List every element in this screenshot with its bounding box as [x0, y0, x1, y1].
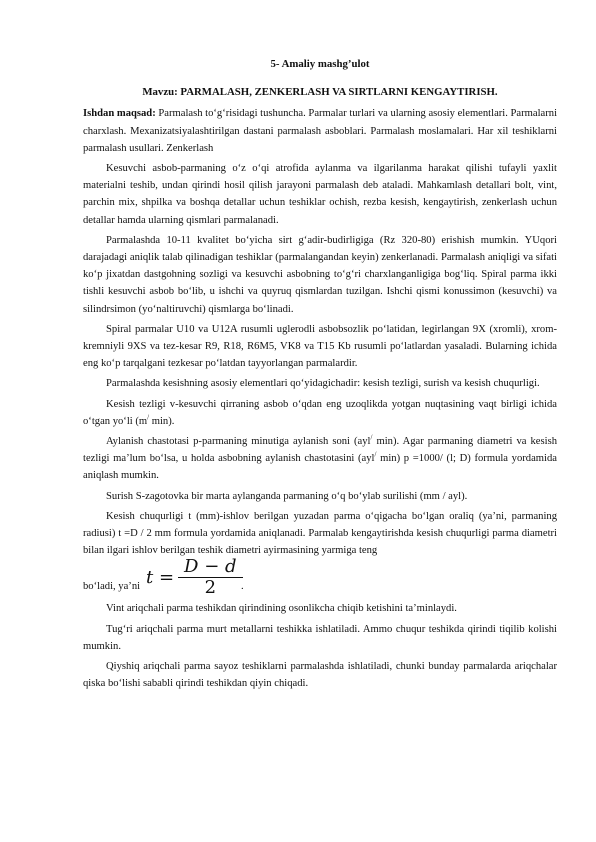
rotation-text-a: Aylanish chastotasi p-parmaning minutiga aylanish soni (ayl — [106, 436, 371, 448]
paragraph-straight-flute: Tug‘ri ariqchali parma murt metallarni teshikka ishlatiladi. Ammo chuqur teshikda qirindi tiqilib kolishi mumkin. — [83, 623, 557, 652]
paragraph-cutting-depth: Kesish chuqurligi t (mm)-ishlov berilgan yuzadan parma o‘qigacha bo‘lgan oraliq (ya’ni, parmaning radiusi) t =D / 2 mm formula yordamida aniqlanadi. Parmalab kengaytirishda kesish chuqurligi parma diametri bilan ilgari ishlov berilgan teshik diametri ayirmasining yarmiga teng — [83, 510, 557, 557]
cutting-speed-text: Kesish tezligi v-kesuvchi qirraning asbob o‘qdan eng uzoqlikda yotgan nuqtasining vaqt birligi ichida o‘tgan yo‘li (m — [83, 398, 557, 427]
formula-lead-text: bo‘ladi, ya’ni — [83, 581, 141, 593]
paragraph-screw-flute: Vint ariqchali parma teshikdan qirindining osonlikcha chiqib ketishini ta’minlaydi. — [106, 603, 457, 615]
unit-slash: / — [147, 413, 150, 422]
goal-paragraph — [83, 105, 557, 157]
cutting-depth-formula — [146, 557, 243, 598]
paragraph-cutting-elements: Parmalashda kesishning asosiy elementlari qo‘yidagichadir: kesish tezligi, surish va kesish chuqurligi. — [106, 378, 540, 390]
formula-trail: . — [241, 581, 244, 593]
unit-slash: / — [374, 450, 377, 459]
formula-lhs: t = — [146, 567, 175, 589]
rotation-text-c: min) p =1000/ (l; D) formula yordamida aniqlash mumkin. — [83, 453, 557, 482]
document-title: 5- Amaliy mashg’ulot — [270, 58, 370, 70]
paragraph-materials: Spiral parmalar U10 va U12A rusumli uglerodli asbobsozlik po‘latidan, legirlangan 9X (xromli), xrom-kremniyli 9XS va tez-kesar R9, R18, R6M5, VK8 va T15 Kb rusumli po‘latlardan yasaladi. Bularning ichida eng ko‘p tarqalgani tezkesar po‘latdan tayyorlangan parmalardir. — [83, 323, 557, 370]
formula-line — [83, 556, 557, 599]
document-page — [83, 0, 557, 693]
paragraph-oblique-flute: Qiyshiq ariqchali parma sayoz teshiklarni parmalashda ishlatiladi, chunki bunday parmalarda ariqchalar qiska bo‘lishi sababli qirindi teshikdan qiyin chiqadi. — [83, 661, 557, 690]
topic-heading: Mavzu: PARMALASH, ZENKERLASH VA SIRTLARNI KENGAYTIRISH. — [142, 86, 498, 99]
goal-text: Parmalash to‘g‘risidagi tushuncha. Parmalar turlari va ularning asosiy elementlari. Parmalarni charxlash. Mexanizatsiyalashtirilgan dastani parmalash asboblari. Parmalash moslamalari. Har xil teshiklarni parmalash usullari. Zenkerlash — [83, 108, 558, 154]
goal-label: Ishdan maqsad: — [83, 108, 156, 120]
rotation-text-b: min). Agar parmaning diametri va kesish tezligi ma’lum bo‘lsa, u holda asbobning aylanish chastotasini (ayl — [83, 436, 557, 465]
paragraph-definition: Kesuvchi asbob-parmaning o‘z o‘qi atrofida aylanma va ilgarilanma harakat qilishi tufayli yaxlit materialni teshib, undan qirindi hosil qilish jarayoni parmalash deb ataladi. Mahkamlash detallari bolt, vint, parchin mix, shpilka va boshqa detallar uchun teshiklar ochish, rezba kesish, kengaytirish, zenkerlash uchun detallar hamda ularning qismlari parmalanadi. — [83, 163, 557, 226]
cutting-speed-unit-tail: min). — [149, 415, 175, 427]
formula-fraction — [178, 557, 242, 598]
paragraph-cutting-speed — [83, 396, 557, 430]
paragraph-accuracy: Parmalashda 10-11 kvalitet bo‘yicha sirt g‘adir-budirligiga (Rz 320-80) erishish mumkin. YUqori darajadagi aniqlik talab qilinadigan teshiklar (parmalangandan keyin) zenkerlanadi. Parmalash aniqligi va sifati ko‘p jixatdan dastgohning sozligi va kesuvchi asbobning to‘g‘ri charxlanganligiga bog‘liq. Spiral parma ikki tishli kesuvchi asbob bo‘lib, u ishchi va quyruq qismlardan tuzilgan. Ishchi qismi konussimon (kesuvchi) va silindrsimon (yo‘naltiruvchi) qismlarga bo‘linadi. — [83, 234, 557, 315]
formula-denominator: 2 — [204, 577, 217, 599]
paragraph-feed: Surish S-zagotovka bir marta aylanganda parmaning o‘q bo‘ylab surilishi (mm / ayl). — [106, 490, 468, 502]
paragraph-rotation-frequency — [83, 433, 557, 485]
formula-numerator: D − d — [178, 557, 242, 578]
unit-slash: / — [370, 433, 373, 442]
